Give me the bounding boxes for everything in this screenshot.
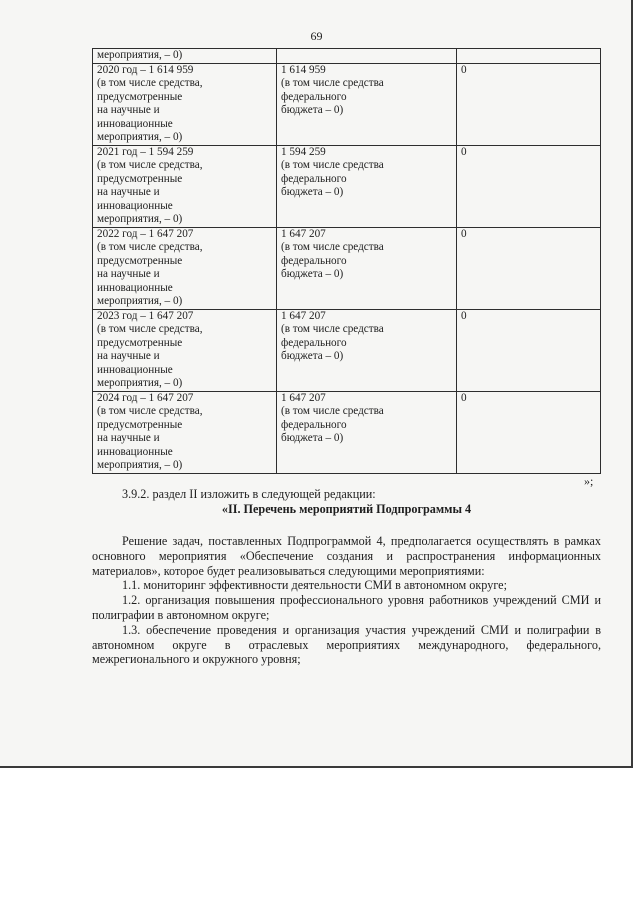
cell-line: федерального — [281, 90, 347, 103]
subsection-block — [92, 487, 601, 502]
table-cell-col2 — [277, 391, 457, 473]
cell-line: на научные и — [97, 104, 160, 116]
table-cell-col3 — [457, 49, 601, 64]
table-row — [93, 309, 601, 391]
cell-line: федерального — [281, 418, 347, 431]
table-cell-col1 — [93, 227, 277, 309]
table-cell-col2 — [277, 309, 457, 391]
cell-line: на научные и — [97, 432, 160, 444]
cell-line: 0 — [461, 63, 467, 76]
cell-line: инновационные — [97, 445, 173, 458]
cell-line: (в том числе средства, — [97, 159, 203, 171]
cell-line: федерального — [281, 172, 347, 185]
cell-line: 0 — [461, 391, 467, 404]
cell-line: предусмотренные — [97, 172, 183, 185]
table-cell-col1 — [93, 63, 277, 145]
table-cell-col3 — [457, 63, 601, 145]
cell-line: (в том числе средства — [281, 241, 384, 253]
paragraph-item-1-3: 1.3. обеспечение проведения и организация участия учреждений СМИ и полиграфии в автономном округе в отраслевых мероприятиях международного, федерального, межрегионального и окружного уровня; — [92, 622, 601, 667]
paragraph-item-1-2: 1.2. организация повышения профессионального уровня работников учреждений СМИ и полиграфии в автономном округе; — [92, 593, 601, 622]
cell-line: бюджета – 0) — [281, 104, 344, 116]
cell-line: бюджета – 0) — [281, 186, 344, 198]
cell-line: мероприятия, – 0) — [97, 131, 183, 143]
subsection-line: 3.9.2. раздел II изложить в следующей редакции: — [122, 487, 376, 501]
cell-line: 2024 год – 1 647 207 — [97, 391, 194, 404]
table-row — [93, 145, 601, 227]
table-row — [93, 391, 601, 473]
table-cell-col3 — [457, 391, 601, 473]
cell-line: федерального — [281, 254, 347, 267]
funding-table — [92, 48, 601, 474]
cell-line: бюджета – 0) — [281, 350, 344, 362]
cell-line: 2020 год – 1 614 959 — [97, 63, 194, 76]
table-cell-col2 — [277, 145, 457, 227]
cell-line: 2022 год – 1 647 207 — [97, 227, 194, 240]
cell-line: 1 594 259 — [281, 145, 326, 158]
cell-line: 1 614 959 — [281, 63, 326, 76]
body-text — [92, 534, 601, 667]
cell-line: (в том числе средства — [281, 323, 384, 335]
cell-line: на научные и — [97, 350, 160, 362]
table-cell-col1 — [93, 309, 277, 391]
cell-line: (в том числе средства — [281, 405, 384, 417]
cell-line: бюджета – 0) — [281, 432, 344, 444]
cell-line: инновационные — [97, 363, 173, 376]
cell-line: на научные и — [97, 268, 160, 280]
cell-line: 0 — [461, 309, 467, 322]
paragraph-intro: Решение задач, поставленных Подпрограммой 4, предполагается осуществлять в рамках основного мероприятия «Обеспечение создания и распространения информационных материалов», которое будет реализовываться следующими мероприятиями: — [92, 534, 601, 578]
table-cell-col2 — [277, 49, 457, 64]
table-cell-col2 — [277, 227, 457, 309]
cell-line: предусмотренные — [97, 254, 183, 267]
cell-line: инновационные — [97, 281, 173, 294]
cell-line: (в том числе средства, — [97, 405, 203, 417]
cell-line: (в том числе средства, — [97, 77, 203, 89]
table-row — [93, 63, 601, 145]
cell-line: бюджета – 0) — [281, 268, 344, 280]
cell-line: инновационные — [97, 199, 173, 212]
section-heading: «II. Перечень мероприятий Подпрограммы 4 — [221, 502, 472, 516]
cell-line: предусмотренные — [97, 336, 183, 349]
cell-line: мероприятия, – 0) — [97, 213, 183, 225]
page-number: 69 — [310, 29, 323, 43]
table-cell-col1 — [93, 145, 277, 227]
cell-line: 0 — [461, 145, 467, 158]
cell-line: мероприятия, – 0) — [97, 49, 183, 61]
cell-line: 2021 год – 1 594 259 — [97, 145, 194, 158]
table-cell-col2 — [277, 63, 457, 145]
table-cell-col3 — [457, 227, 601, 309]
cell-line: (в том числе средства — [281, 77, 384, 89]
cell-line: 1 647 207 — [281, 227, 326, 240]
table-cell-col1 — [93, 391, 277, 473]
cell-line: (в том числе средства — [281, 159, 384, 171]
cell-line: 0 — [461, 227, 467, 240]
table-row — [93, 49, 601, 64]
table-cell-col3 — [457, 309, 601, 391]
cell-line: (в том числе средства, — [97, 323, 203, 335]
paragraph-item-1-1: 1.1. мониторинг эффективности деятельности СМИ в автономном округе; — [122, 578, 507, 593]
cell-line: 1 647 207 — [281, 309, 326, 322]
cell-line: инновационные — [97, 117, 173, 130]
cell-line: предусмотренные — [97, 418, 183, 431]
cell-line: предусмотренные — [97, 90, 183, 103]
cell-line: мероприятия, – 0) — [97, 459, 183, 471]
cell-line: мероприятия, – 0) — [97, 295, 183, 307]
funding-table-body — [93, 49, 601, 474]
table-cell-col3 — [457, 145, 601, 227]
cell-line: (в том числе средства, — [97, 241, 203, 253]
cell-line: на научные и — [97, 186, 160, 198]
cell-line: 2023 год – 1 647 207 — [97, 309, 194, 322]
cell-line: мероприятия, – 0) — [97, 377, 183, 389]
cell-line: 1 647 207 — [281, 391, 326, 404]
cell-line: федерального — [281, 336, 347, 349]
table-row — [93, 227, 601, 309]
closing-quote: »; — [584, 474, 594, 488]
table-cell-col1 — [93, 49, 277, 64]
